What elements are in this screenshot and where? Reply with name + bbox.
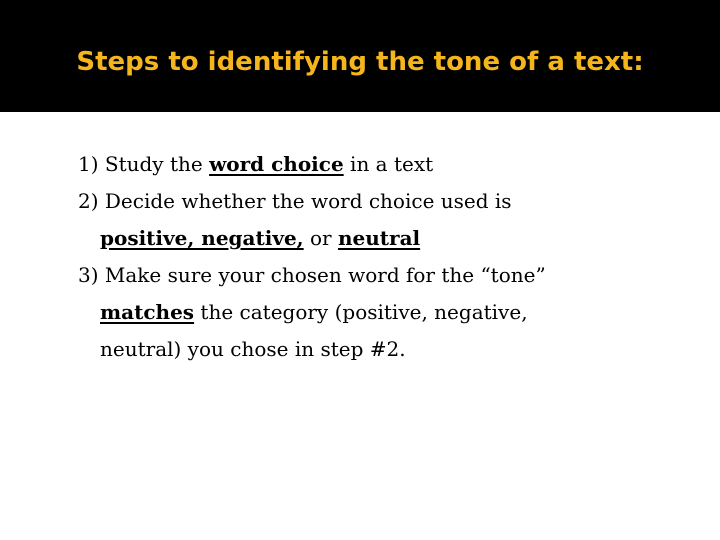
step-2-line-1: 2) Decide whether the word choice used is [78, 189, 512, 213]
step-1-line-1 [78, 146, 678, 183]
step-1-text-end: in a text [343, 152, 434, 176]
step-1-text-start: 1) Study the [78, 152, 210, 176]
matches-emphasis: matches [100, 300, 195, 324]
step-3-line-2-text: the category (positive, negative, [194, 300, 528, 324]
step-3 [78, 257, 678, 368]
slide-title: Steps to identifying the tone of a text: [76, 47, 644, 77]
step-2-line-2 [78, 220, 678, 257]
positive-negative-emphasis: positive, negative, [100, 226, 304, 250]
step-1 [78, 146, 678, 183]
step-3-line-1: 3) Make sure your chosen word for the “tone” [78, 263, 546, 287]
step-3-line-3: neutral) you chose in step #2. [100, 337, 406, 361]
steps-list [78, 146, 678, 368]
step-3-line-2 [78, 294, 678, 331]
step-2 [78, 183, 678, 257]
neutral-emphasis: neutral [337, 226, 421, 250]
title-bar [0, 0, 720, 112]
word-choice-emphasis: word choice [209, 152, 344, 176]
step-2-connector: or [303, 226, 338, 250]
